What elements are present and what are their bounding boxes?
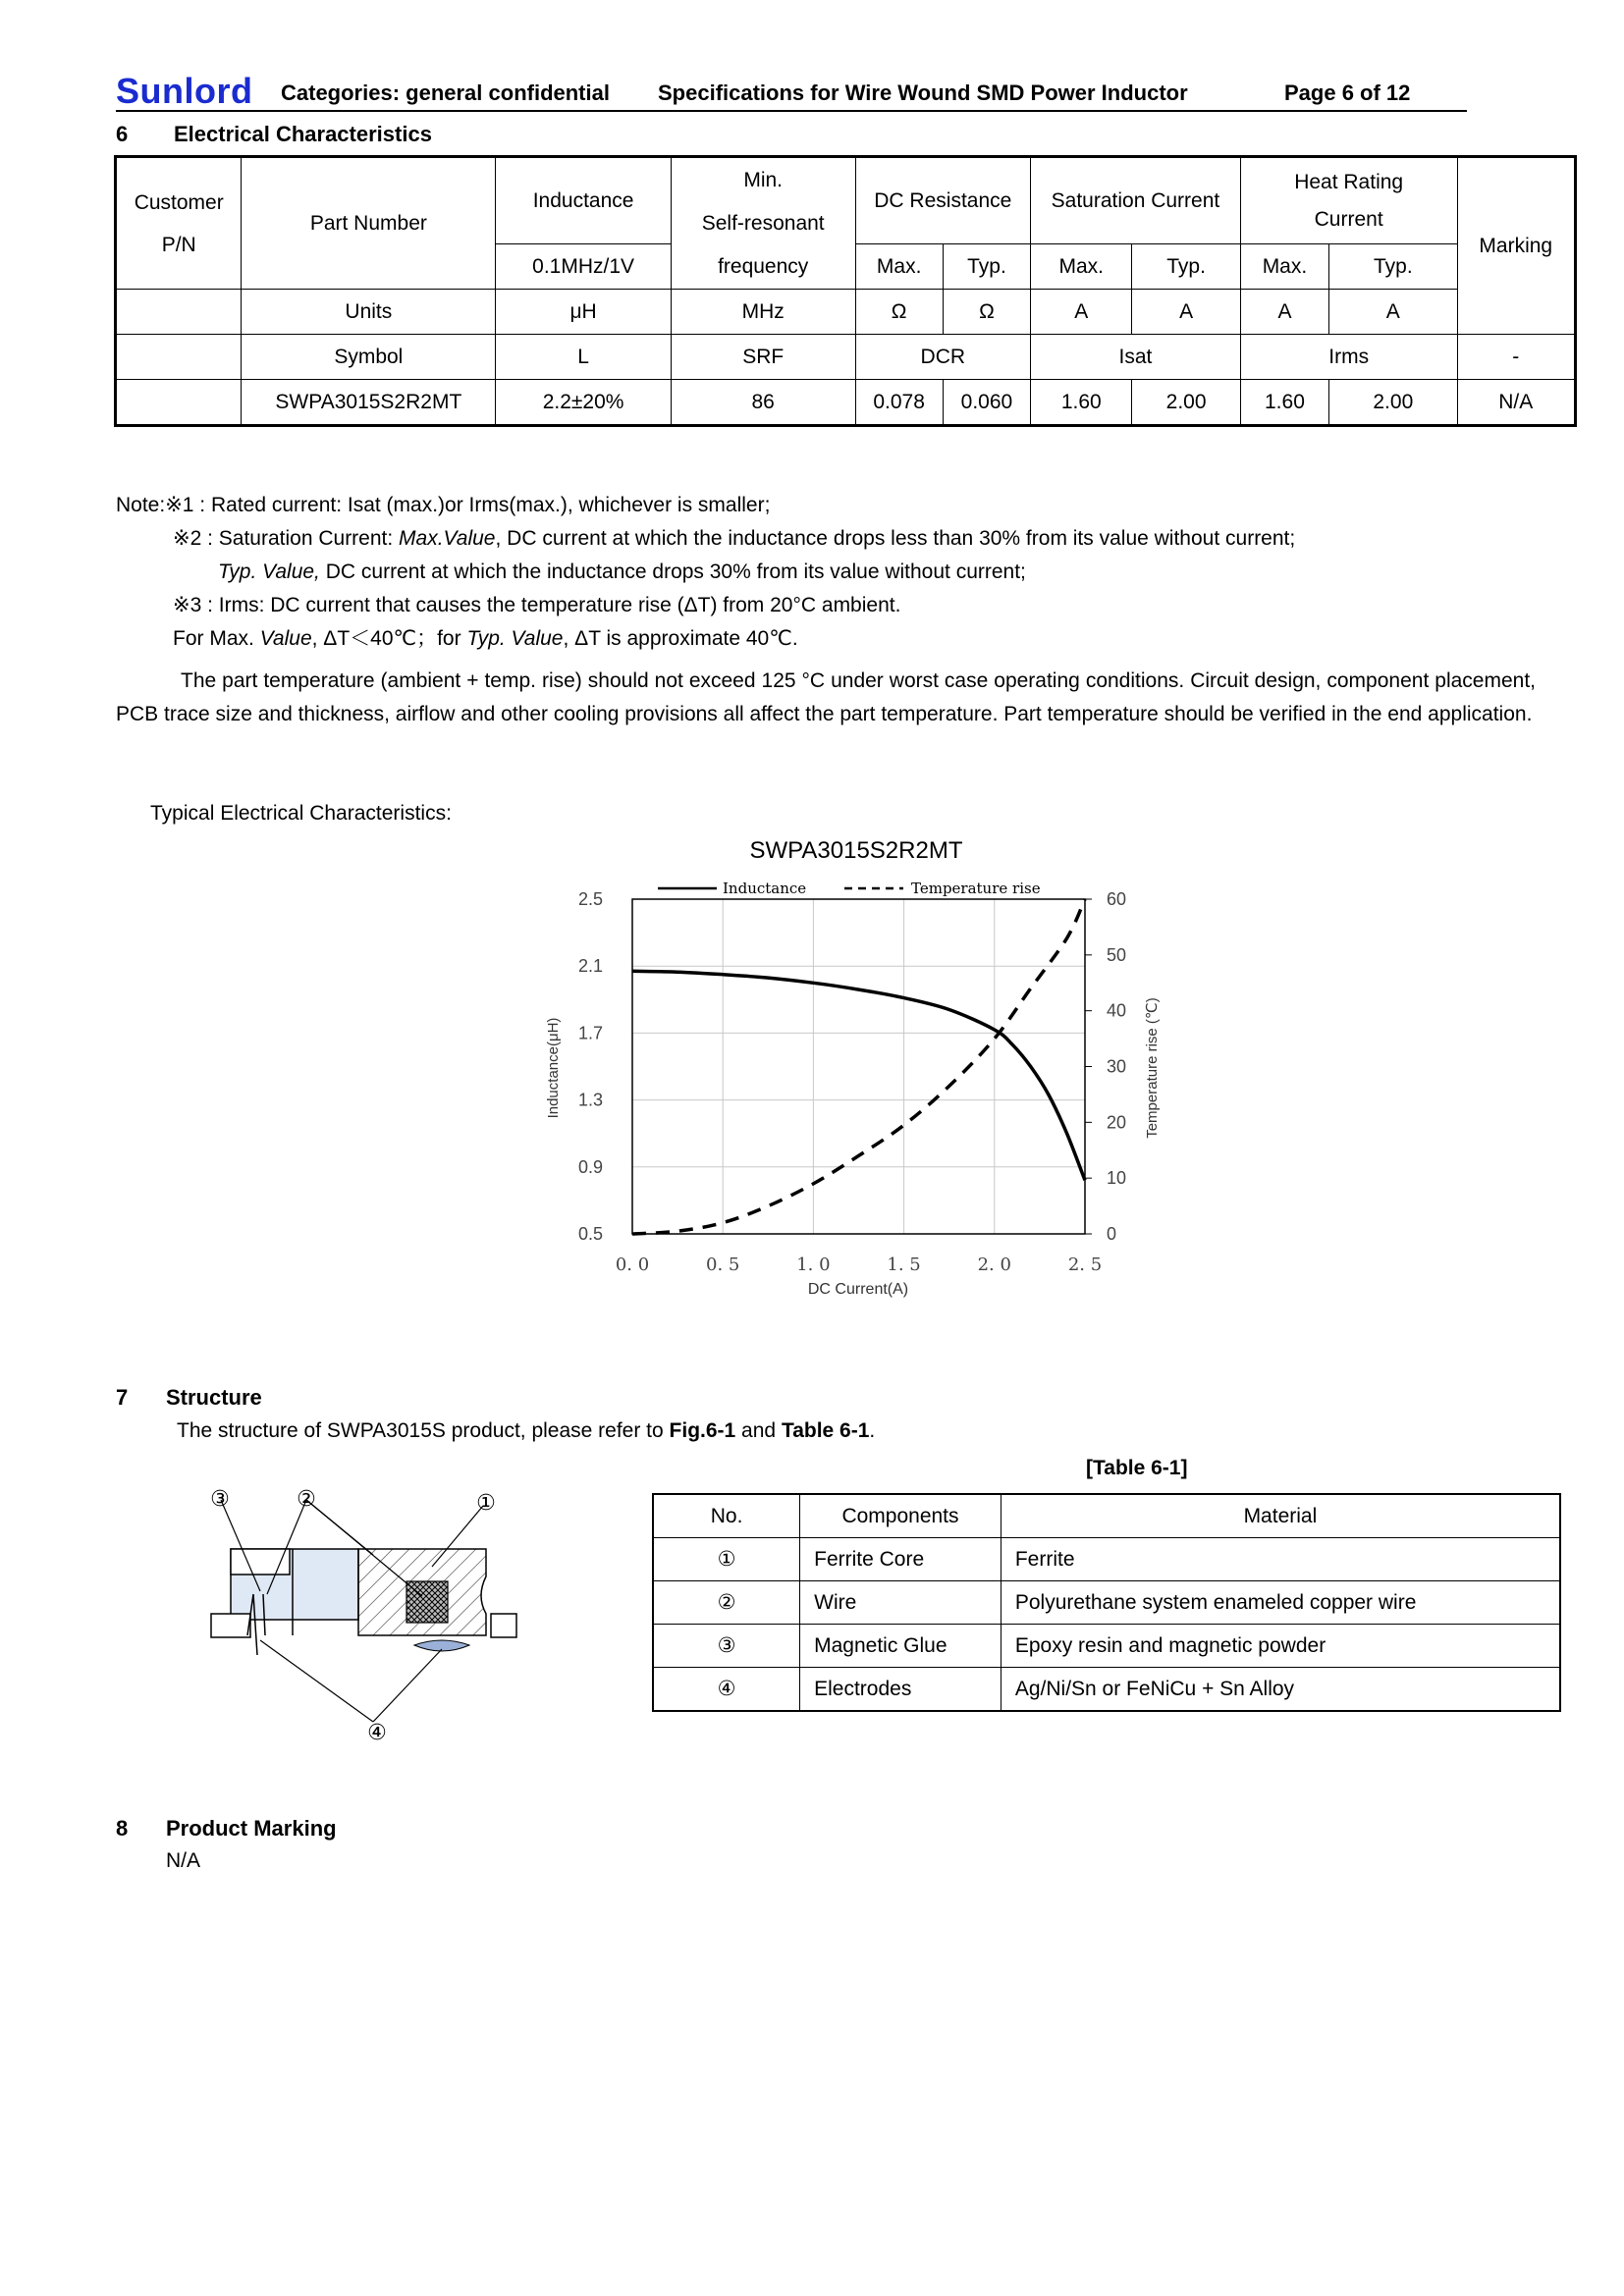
y-tick-label: 2.1 <box>577 956 603 977</box>
table-row <box>653 1668 1560 1712</box>
note-2b: Typ. Value, DC current at which the inductance drops 30% from its value without current; <box>218 561 1026 583</box>
row-material: Polyurethane system enameled copper wire <box>1001 1581 1560 1625</box>
isat-max-header: Max. <box>1031 244 1132 290</box>
symbol-inductance: L <box>496 335 672 380</box>
row-no: ① <box>653 1538 800 1581</box>
x-tick-label: 2. 5 <box>1067 1255 1103 1275</box>
units-dcr-typ: Ω <box>943 290 1030 335</box>
data-row <box>116 380 1576 426</box>
header-inductance: Inductance <box>496 157 672 244</box>
dcr-typ-header: Typ. <box>943 244 1030 290</box>
symbol-dcr: DCR <box>855 335 1031 380</box>
row-material: Ferrite <box>1001 1538 1560 1581</box>
chart-grid <box>632 899 1085 1234</box>
chart-ticks <box>578 889 1126 1275</box>
symbol-srf: SRF <box>671 335 855 380</box>
inductance-temperature-chart <box>530 872 1178 1313</box>
callout-1: ① <box>476 1491 496 1516</box>
section6-number: 6 <box>116 122 129 146</box>
legend-temperature-label: Temperature rise <box>911 880 1041 897</box>
row-irms-typ: 2.00 <box>1329 380 1457 426</box>
header-customer-pn: Customer P/N <box>116 157 242 290</box>
callout-4: ④ <box>367 1721 387 1745</box>
row-component: Ferrite Core <box>800 1538 1001 1581</box>
units-isat-max: A <box>1031 290 1132 335</box>
section7-title: Structure <box>166 1385 262 1410</box>
row-customer-pn <box>116 380 242 426</box>
row-component: Electrodes <box>800 1668 1001 1712</box>
units-row <box>116 290 1576 335</box>
symbol-label: Symbol <box>242 335 496 380</box>
header-categories: Categories: general confidential <box>281 80 610 105</box>
note-3: ※3 : Irms: DC current that causes the temperature rise (ΔT) from 20°C ambient. <box>173 594 901 616</box>
x-tick-label: 0. 0 <box>615 1255 650 1275</box>
y-tick-label: 2.5 <box>577 889 603 909</box>
inductance-line <box>632 971 1085 1180</box>
temperature-paragraph: The part temperature (ambient + temp. rise) should not exceed 125 °C under worst case operating conditions. Circuit design, component placement, PCB trace size and thickness, airflow and other cooling provisions all affect the part temperature. Part temperature should be verified in the end application. <box>116 669 1536 725</box>
structure-diagram <box>196 1478 530 1773</box>
row-isat-max: 1.60 <box>1031 380 1132 426</box>
row-part-number: SWPA3015S2R2MT <box>242 380 496 426</box>
plot-frame <box>632 899 1085 1234</box>
section6-title: Electrical Characteristics <box>174 122 432 146</box>
x-tick-label: 2. 0 <box>977 1255 1011 1275</box>
y2-tick-label: 50 <box>1107 944 1127 965</box>
callout-3: ③ <box>210 1487 230 1512</box>
table-row <box>653 1581 1560 1625</box>
brand-logo: Sunlord <box>116 71 253 111</box>
isat-typ-header: Typ. <box>1132 244 1240 290</box>
product-marking-value: N/A <box>166 1849 201 1872</box>
header-part-number: Part Number <box>242 157 496 290</box>
header-marking: Marking <box>1457 157 1575 335</box>
symbol-irms: Irms <box>1240 335 1457 380</box>
row-marking: N/A <box>1457 380 1575 426</box>
units-dcr-max: Ω <box>855 290 943 335</box>
y2-tick-label: 0 <box>1107 1224 1117 1244</box>
electrode-left <box>211 1614 250 1637</box>
row-irms-max: 1.60 <box>1240 380 1328 426</box>
temperature-rise-line <box>632 899 1085 1234</box>
symbol-empty <box>116 335 242 380</box>
inductance-condition: 0.1MHz/1V <box>496 244 672 290</box>
electrical-characteristics-table <box>114 155 1577 427</box>
table-row <box>653 1538 1560 1581</box>
row-component: Wire <box>800 1581 1001 1625</box>
row-no: ④ <box>653 1668 800 1712</box>
row-dcr-max: 0.078 <box>855 380 943 426</box>
y2-tick-label: 60 <box>1107 889 1127 909</box>
row-srf: 86 <box>671 380 855 426</box>
row-no: ③ <box>653 1625 800 1668</box>
row-material: Ag/Ni/Sn or FeNiCu + Sn Alloy <box>1001 1668 1560 1712</box>
section7-intro: The structure of SWPA3015S product, please refer to Fig.6-1 and Table 6-1. <box>177 1419 876 1442</box>
symbol-marking: - <box>1457 335 1575 380</box>
x-axis-label: DC Current(A) <box>807 1281 909 1298</box>
dcr-max-header: Max. <box>855 244 943 290</box>
units-inductance: μH <box>496 290 672 335</box>
row-dcr-typ: 0.060 <box>943 380 1030 426</box>
units-isat-typ: A <box>1132 290 1240 335</box>
page-header <box>116 71 1467 112</box>
row-material: Epoxy resin and magnetic powder <box>1001 1625 1560 1668</box>
col-components: Components <box>800 1494 1001 1538</box>
table-row <box>653 1625 1560 1668</box>
col-material: Material <box>1001 1494 1560 1538</box>
y-tick-label: 0.9 <box>577 1156 603 1177</box>
symbol-isat: Isat <box>1031 335 1241 380</box>
units-irms-max: A <box>1240 290 1328 335</box>
x-tick-label: 1. 0 <box>796 1255 831 1275</box>
electrode-right <box>491 1614 516 1637</box>
typical-characteristics-label: Typical Electrical Characteristics: <box>150 802 452 825</box>
irms-max-header: Max. <box>1240 244 1328 290</box>
y2-axis-label: Temperature rise (℃) <box>1144 997 1161 1139</box>
x-tick-label: 1. 5 <box>887 1255 921 1275</box>
units-srf: MHz <box>671 290 855 335</box>
y-tick-label: 0.5 <box>577 1224 603 1244</box>
y-tick-label: 1.7 <box>577 1023 603 1043</box>
legend-inductance-label: Inductance <box>723 880 807 897</box>
note-1: Note:※1 : Rated current: Isat (max.)or Irms(max.), whichever is smaller; <box>116 494 771 516</box>
y-axis-label: Inductance(μH) <box>545 1017 562 1119</box>
irms-typ-header: Typ. <box>1329 244 1457 290</box>
header-heat-rating-current: Heat Rating Current <box>1240 157 1457 244</box>
units-empty <box>116 290 242 335</box>
col-no: No. <box>653 1494 800 1538</box>
row-no: ② <box>653 1581 800 1625</box>
note-2: ※2 : Saturation Current: Max.Value, DC current at which the inductance drops less than 30% from its value without current; <box>173 527 1296 550</box>
units-irms-typ: A <box>1329 290 1457 335</box>
header-srf: Min. Self-resonant frequency <box>671 157 855 290</box>
y2-tick-label: 10 <box>1107 1168 1127 1189</box>
row-isat-typ: 2.00 <box>1132 380 1240 426</box>
units-label: Units <box>242 290 496 335</box>
header-dc-resistance: DC Resistance <box>855 157 1031 244</box>
y-tick-label: 1.3 <box>577 1090 603 1110</box>
header-spec-title: Specifications for Wire Wound SMD Power Inductor <box>658 80 1188 105</box>
symbol-row <box>116 335 1576 380</box>
chart-title: SWPA3015S2R2MT <box>749 837 963 864</box>
callout-2: ② <box>297 1487 316 1512</box>
section8-number: 8 <box>116 1816 129 1841</box>
header-saturation-current: Saturation Current <box>1031 157 1241 244</box>
header-page-number: Page 6 of 12 <box>1284 80 1411 105</box>
y2-tick-label: 40 <box>1107 1000 1127 1021</box>
structure-table <box>652 1493 1561 1712</box>
row-inductance: 2.2±20% <box>496 380 672 426</box>
y2-tick-label: 30 <box>1107 1056 1127 1077</box>
chart-series <box>632 899 1085 1234</box>
table-6-1-caption: [Table 6-1] <box>1086 1457 1188 1479</box>
x-tick-label: 0. 5 <box>706 1255 740 1275</box>
section7-number: 7 <box>116 1385 129 1410</box>
note-4: For Max. Value, ΔT＜40℃；for Typ. Value, ΔT is approximate 40℃. <box>173 627 798 650</box>
row-component: Magnetic Glue <box>800 1625 1001 1668</box>
y2-tick-label: 20 <box>1107 1112 1127 1133</box>
section8-title: Product Marking <box>166 1816 337 1841</box>
